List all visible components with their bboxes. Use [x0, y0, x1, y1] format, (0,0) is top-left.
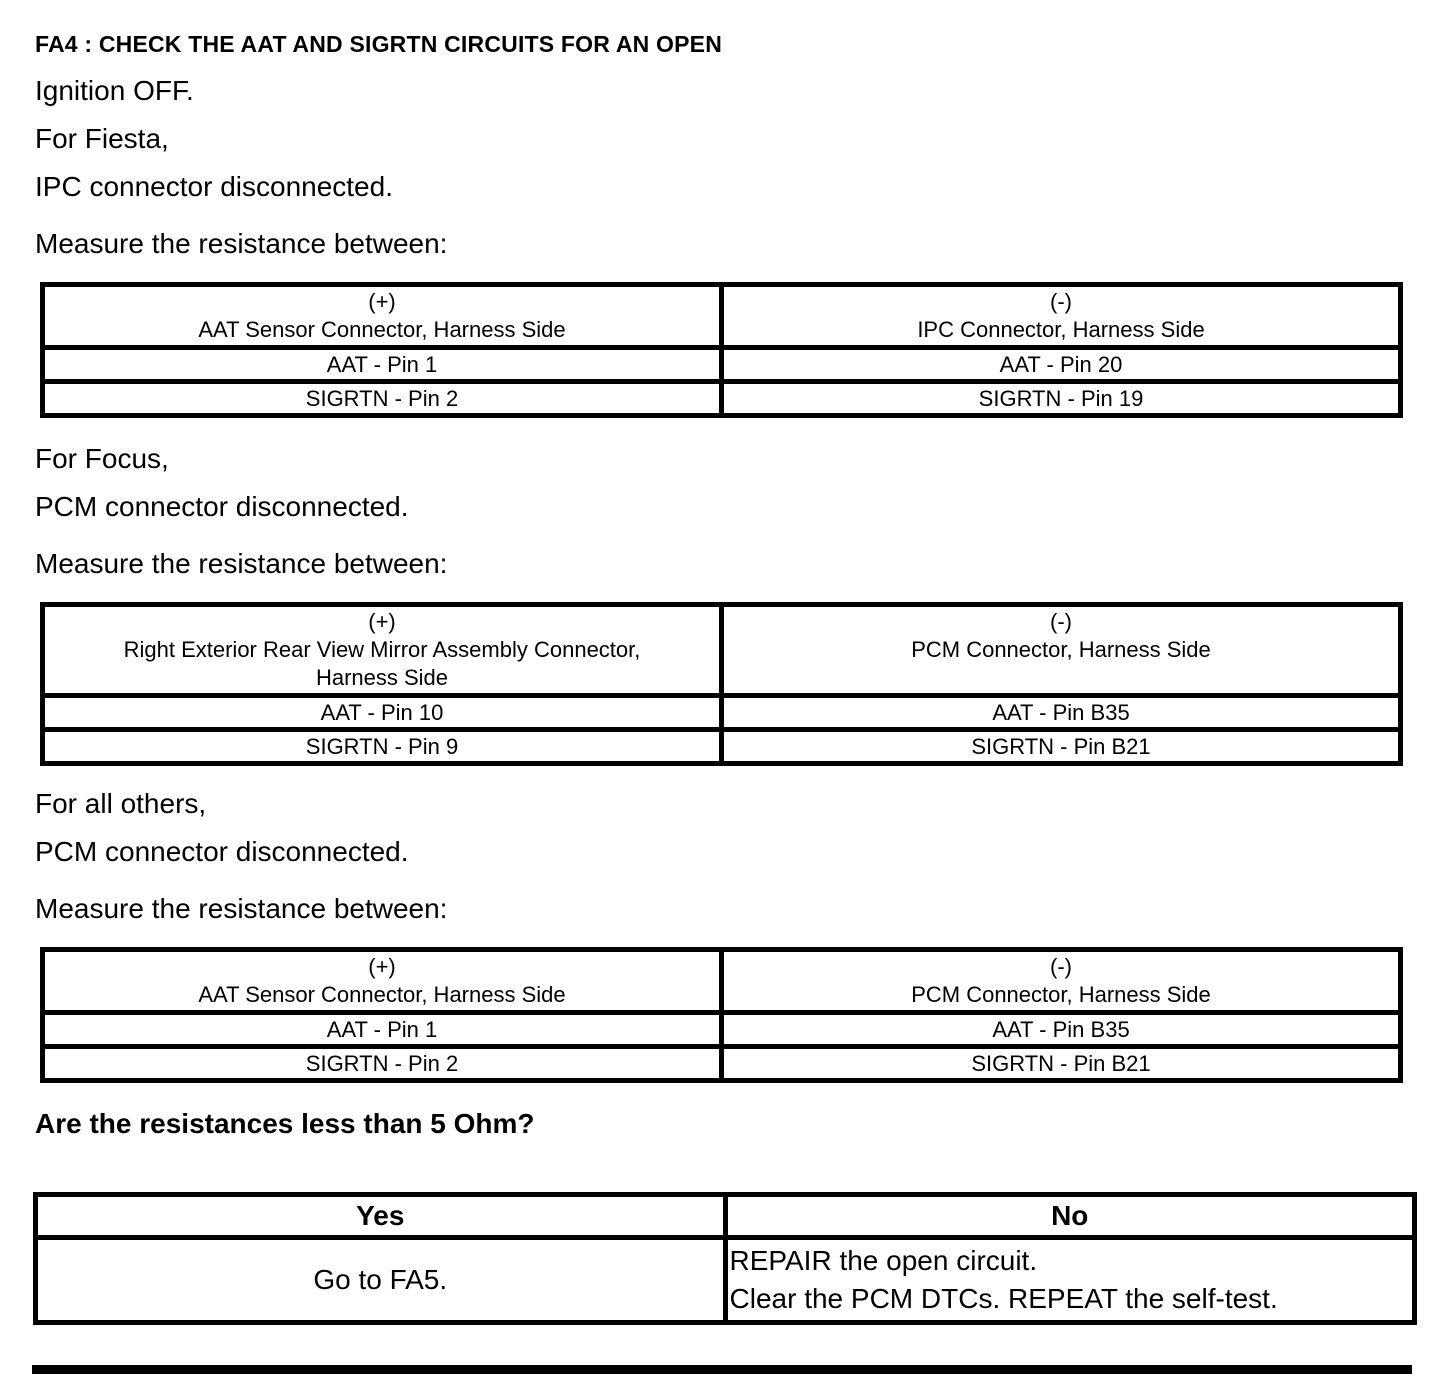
instruction-connector-focus: PCM connector disconnected. [35, 491, 409, 522]
polarity-sign: (+) [368, 954, 396, 979]
pin-cell: AAT - Pin 1 [43, 348, 722, 382]
negative-header-cell [722, 285, 1401, 348]
measure-table-others [40, 947, 1403, 1083]
bottom-rule [32, 1365, 1412, 1374]
table-header-row [43, 285, 1401, 348]
decision-action-row [36, 1238, 1415, 1323]
pin-cell: SIGRTN - Pin 2 [43, 1047, 722, 1081]
instruction-measure-fiesta: Measure the resistance between: [35, 228, 448, 259]
positive-header-cell [43, 605, 722, 696]
yes-header-cell: Yes [36, 1195, 726, 1238]
pin-cell: SIGRTN - Pin 2 [43, 382, 722, 416]
polarity-sign: (+) [368, 609, 396, 634]
decision-header-row [36, 1195, 1415, 1238]
connector-label: PCM Connector, Harness Side [911, 637, 1211, 662]
positive-header-cell [43, 285, 722, 348]
table-row [43, 382, 1401, 416]
instruction-variant-fiesta: For Fiesta, [35, 123, 169, 154]
yes-action-cell: Go to FA5. [36, 1238, 726, 1323]
polarity-sign: (-) [1050, 954, 1072, 979]
table-row [43, 1013, 1401, 1047]
connector-label: PCM Connector, Harness Side [911, 982, 1211, 1007]
polarity-sign: (-) [1050, 609, 1072, 634]
page-title: FA4 : CHECK THE AAT AND SIGRTN CIRCUITS FOR AN OPEN [35, 31, 723, 57]
no-action-line: Clear the PCM DTCs. REPEAT the self-test. [729, 1283, 1278, 1314]
instruction-connector-others: PCM connector disconnected. [35, 836, 409, 867]
pin-cell: SIGRTN - Pin B21 [722, 1047, 1401, 1081]
table-header-row [43, 950, 1401, 1013]
polarity-sign: (-) [1050, 289, 1072, 314]
instruction-measure-focus: Measure the resistance between: [35, 548, 448, 579]
positive-header-cell [43, 950, 722, 1013]
instruction-connector-fiesta: IPC connector disconnected. [35, 171, 393, 202]
pin-cell: SIGRTN - Pin B21 [722, 730, 1401, 764]
connector-label: Right Exterior Rear View Mirror Assembly Connector, Harness Side [123, 637, 641, 690]
table-row [43, 1047, 1401, 1081]
no-action-cell [725, 1238, 1415, 1323]
table-row [43, 348, 1401, 382]
pin-cell: AAT - Pin 10 [43, 696, 722, 730]
instruction-measure-others: Measure the resistance between: [35, 893, 448, 924]
pin-cell: AAT - Pin 20 [722, 348, 1401, 382]
measure-table-focus [40, 602, 1403, 766]
measure-table-fiesta [40, 282, 1403, 418]
table-row [43, 730, 1401, 764]
table-row [43, 696, 1401, 730]
pin-cell: AAT - Pin B35 [722, 696, 1401, 730]
question-text: Are the resistances less than 5 Ohm? [35, 1108, 535, 1139]
pin-cell: SIGRTN - Pin 19 [722, 382, 1401, 416]
connector-label: AAT Sensor Connector, Harness Side [198, 317, 566, 342]
instruction-variant-others: For all others, [35, 788, 207, 819]
pin-cell: AAT - Pin B35 [722, 1013, 1401, 1047]
connector-label: IPC Connector, Harness Side [917, 317, 1205, 342]
pin-cell: AAT - Pin 1 [43, 1013, 722, 1047]
negative-header-cell [722, 605, 1401, 696]
no-action-line: REPAIR the open circuit. [729, 1245, 1038, 1276]
pin-cell: SIGRTN - Pin 9 [43, 730, 722, 764]
decision-table [33, 1192, 1417, 1325]
instruction-variant-focus: For Focus, [35, 443, 169, 474]
table-header-row [43, 605, 1401, 696]
polarity-sign: (+) [368, 289, 396, 314]
no-header-cell: No [725, 1195, 1415, 1238]
instruction-ignition: Ignition OFF. [35, 75, 194, 106]
connector-label: AAT Sensor Connector, Harness Side [198, 982, 566, 1007]
negative-header-cell [722, 950, 1401, 1013]
